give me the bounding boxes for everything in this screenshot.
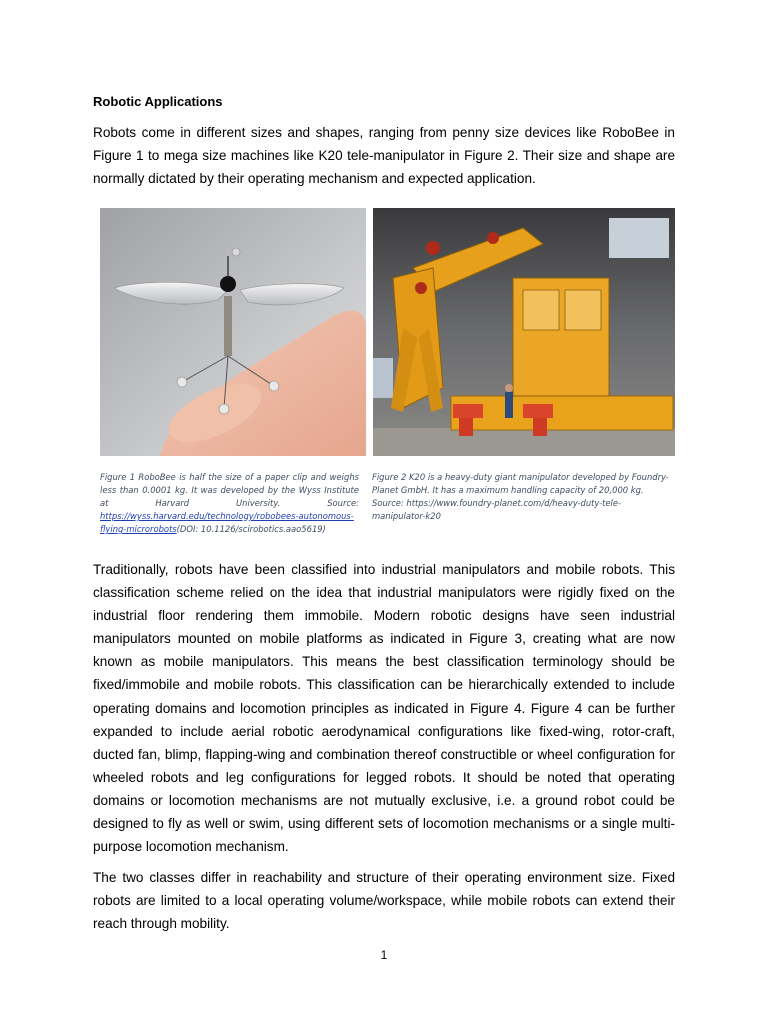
robobee-photo bbox=[100, 208, 366, 456]
classification-paragraph: Traditionally, robots have been classified into industrial manipulators and mobile robots. This classification scheme relied on the idea that industrial manipulators were rigidly fixed on the industrial floor rendering them immobile. Modern robotic designs have seen industrial manipulators mounted on mobile platforms as indicated in Figure 3, creating what are now known as mobile manipulators. This means the best classification terminology should be fixed/immobile and mobile robots. This classification can be hierarchically extended to include operating domains and locomotion principles as indicated in Figure 4. Figure 4 can be further expanded to include aerial robotic aerodynamical configurations like fixed-wing, rotor-craft, ducted fan, blimp, flapping-wing and combination thereof constructible or wheel configuration for wheeled robots and leg configurations for legged robots. It should be noted that operating domains or locomotion mechanisms are not mutually exclusive, i.e. a ground robot could be designed to fly as well or swim, using different sets of locomotion mechanisms or a single multi-purpose locomotion mechanism. bbox=[93, 562, 675, 855]
figure1-caption bbox=[100, 471, 359, 536]
figure1-caption-doi: (DOI: 10.1126/scirobotics.aao5619) bbox=[176, 524, 326, 534]
page-number: 1 bbox=[380, 948, 388, 962]
intro-paragraph: Robots come in different sizes and shapes, ranging from penny size devices like RoboBee in Figure 1 to mega size machines like K20 tele-manipulator in Figure 2. Their size and shape are normally dictated by their operating mechanism and expected application. bbox=[93, 125, 675, 187]
figure1-caption-text: Figure 1 RoboBee is half the size of a paper clip and weighs less than 0.0001 kg. It was developed by the Wyss Institute at Harvard University. Source: bbox=[100, 472, 359, 508]
reachability-paragraph: The two classes differ in reachability and structure of their operating environment size. Fixed robots are limited to a local operating volume/workspace, while mobile robots can extend their reach through mobility. bbox=[93, 870, 675, 932]
k20-manipulator-photo bbox=[373, 208, 675, 456]
section-heading: Robotic Applications bbox=[93, 94, 223, 109]
figure2-caption: Figure 2 K20 is a heavy-duty giant manipulator developed by Foundry-Planet GmbH. It has a maximum handling capacity of 20,000 kg. Source: https://www.foundry-planet.com/d/heavy-duty-tele-manipulator-k20 bbox=[372, 472, 669, 521]
figure1-source-link[interactable]: https://wyss.harvard.edu/technology/robobees-autonomous-flying-microrobots bbox=[100, 511, 354, 534]
